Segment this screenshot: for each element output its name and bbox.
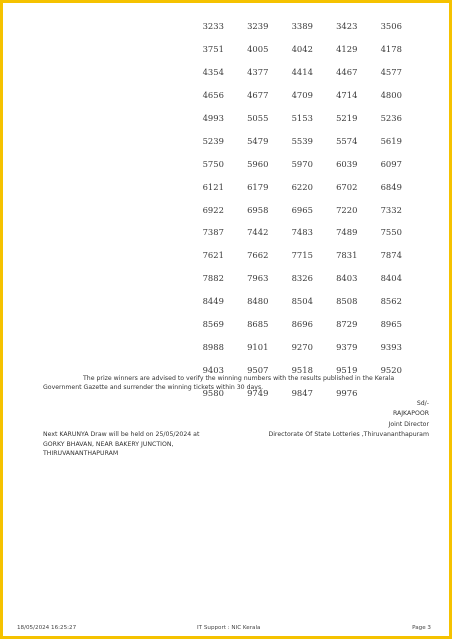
winning-number: 5619	[380, 135, 402, 146]
winning-number: 3423	[336, 21, 358, 32]
number-row	[191, 38, 421, 61]
winning-number: 7483	[291, 227, 313, 238]
winning-number: 7882	[202, 273, 224, 284]
winning-number: 4414	[291, 67, 313, 78]
winning-number: 4714	[336, 90, 358, 101]
signature-block	[268, 399, 429, 441]
winning-number: 9847	[291, 387, 313, 398]
number-row	[191, 15, 421, 38]
footer-support: IT Support : NIC Kerala	[197, 625, 261, 631]
winning-number: 4377	[247, 67, 269, 78]
winning-number: 9270	[291, 341, 313, 352]
next-draw-info	[43, 430, 199, 459]
winning-number: 9507	[247, 364, 269, 375]
winning-number: 7550	[380, 227, 402, 238]
winning-number: 8508	[336, 296, 358, 307]
winning-number: 7220	[336, 204, 358, 215]
winning-number: 8988	[202, 341, 224, 352]
winning-number: 8404	[380, 273, 402, 284]
next-draw-line-3: THIRUVANANTHAPURAM	[43, 450, 119, 457]
winning-number: 3751	[202, 44, 224, 55]
winning-number: 7621	[202, 250, 224, 261]
winning-number: 7489	[336, 227, 358, 238]
winning-number: 4354	[202, 67, 224, 78]
winning-number: 5970	[291, 158, 313, 169]
winning-number: 8403	[336, 273, 358, 284]
winning-number: 8480	[247, 296, 269, 307]
winning-number: 9520	[380, 364, 402, 375]
winning-number: 9580	[202, 387, 224, 398]
number-row	[191, 107, 421, 130]
number-row	[191, 152, 421, 175]
winning-number: 4577	[380, 67, 402, 78]
winning-number: 9976	[336, 387, 358, 398]
winning-number: 9749	[247, 387, 269, 398]
winning-number: 5750	[202, 158, 224, 169]
winning-number: 6121	[202, 181, 224, 192]
winning-number: 8504	[291, 296, 313, 307]
winning-number: 5574	[336, 135, 358, 146]
winning-number: 8729	[336, 319, 358, 330]
winning-number: 7442	[247, 227, 269, 238]
number-row	[191, 221, 421, 244]
winning-number: 7332	[380, 204, 402, 215]
winning-number: 6965	[291, 204, 313, 215]
winning-number: 6702	[336, 181, 358, 192]
number-row	[191, 129, 421, 152]
winning-number: 6922	[202, 204, 224, 215]
notice-line-2: Government Gazette and surrender the winning tickets within 30 days.	[43, 383, 264, 391]
winning-number: 6849	[380, 181, 402, 192]
winning-number: 4993	[202, 113, 224, 123]
next-draw-line-1: Next KARUNYA Draw will be held on 25/05/2024 at	[43, 431, 200, 438]
winning-number: 9519	[336, 364, 358, 375]
winning-number: 5236	[380, 113, 402, 123]
winning-number: 5239	[202, 135, 224, 146]
notice-line-1: The prize winners are advised to verify the winning numbers with the results published in the Kerala	[83, 375, 395, 382]
signature-sd: Sd/-	[416, 400, 429, 407]
signatory-name: RAJKAPOOR	[392, 410, 429, 418]
winning-number: 5219	[336, 113, 358, 123]
winning-number: 7831	[336, 250, 358, 261]
winning-number: 6097	[380, 158, 402, 169]
winning-number: 4178	[380, 44, 402, 55]
winning-number: 6179	[247, 181, 269, 192]
winning-number: 8449	[202, 296, 224, 307]
winning-number: 6220	[291, 181, 313, 192]
winning-number: 4677	[247, 90, 269, 101]
winning-number: 4042	[291, 44, 313, 55]
number-row	[191, 175, 421, 198]
number-row	[191, 61, 421, 84]
number-row	[191, 313, 421, 336]
winning-number: 9379	[336, 341, 358, 352]
winning-number: 9393	[380, 341, 402, 352]
winning-number: 6039	[336, 158, 358, 169]
winning-number: 3389	[291, 21, 313, 32]
winning-number: 8569	[202, 319, 224, 330]
winning-number: 9101	[247, 341, 269, 352]
number-row	[191, 290, 421, 313]
signatory-designation: Joint Director	[388, 420, 429, 428]
winning-number: 6958	[247, 204, 269, 215]
winning-number: 4005	[247, 44, 269, 55]
number-row	[191, 84, 421, 107]
winning-number: 5960	[247, 158, 269, 169]
footer-timestamp: 18/05/2024 16:25:27	[17, 625, 77, 631]
winning-number: 7662	[247, 250, 269, 261]
winning-number: 9403	[202, 364, 224, 375]
winning-number: 7387	[202, 227, 224, 238]
next-draw-line-2: GORKY BHAVAN, NEAR BAKERY JUNCTION,	[43, 440, 174, 448]
winning-number: 3506	[380, 21, 402, 32]
winning-number: 8696	[291, 319, 313, 330]
winning-number: 5479	[247, 135, 269, 146]
number-row	[191, 198, 421, 221]
winning-number: 8685	[247, 319, 269, 330]
winning-number: 4129	[336, 44, 358, 55]
winning-number: 5153	[291, 113, 313, 123]
winning-number: 8562	[380, 296, 402, 307]
winning-number: 7874	[380, 250, 402, 261]
winning-number: 3233	[202, 21, 224, 32]
winning-number: 9518	[291, 364, 313, 375]
number-row	[191, 267, 421, 290]
winning-number: 5539	[291, 135, 313, 146]
winning-number: 8326	[291, 273, 313, 284]
winning-number: 8965	[380, 319, 402, 330]
prize-notice	[43, 375, 433, 392]
winning-number: 3239	[247, 21, 269, 32]
signatory-office: Directorate Of State Lotteries ,Thiruvananthapuram	[268, 431, 429, 439]
number-row	[191, 244, 421, 267]
number-row	[191, 335, 421, 358]
winning-number: 4800	[380, 90, 402, 101]
winning-numbers-grid	[191, 15, 421, 404]
winning-number: 4709	[291, 90, 313, 101]
footer-page-number: Page 3	[412, 625, 431, 631]
winning-number: 7963	[247, 273, 269, 284]
winning-number: 5055	[247, 113, 269, 123]
winning-number: 4656	[202, 90, 224, 101]
winning-number: 4467	[336, 67, 358, 78]
winning-number: 7715	[291, 250, 313, 261]
